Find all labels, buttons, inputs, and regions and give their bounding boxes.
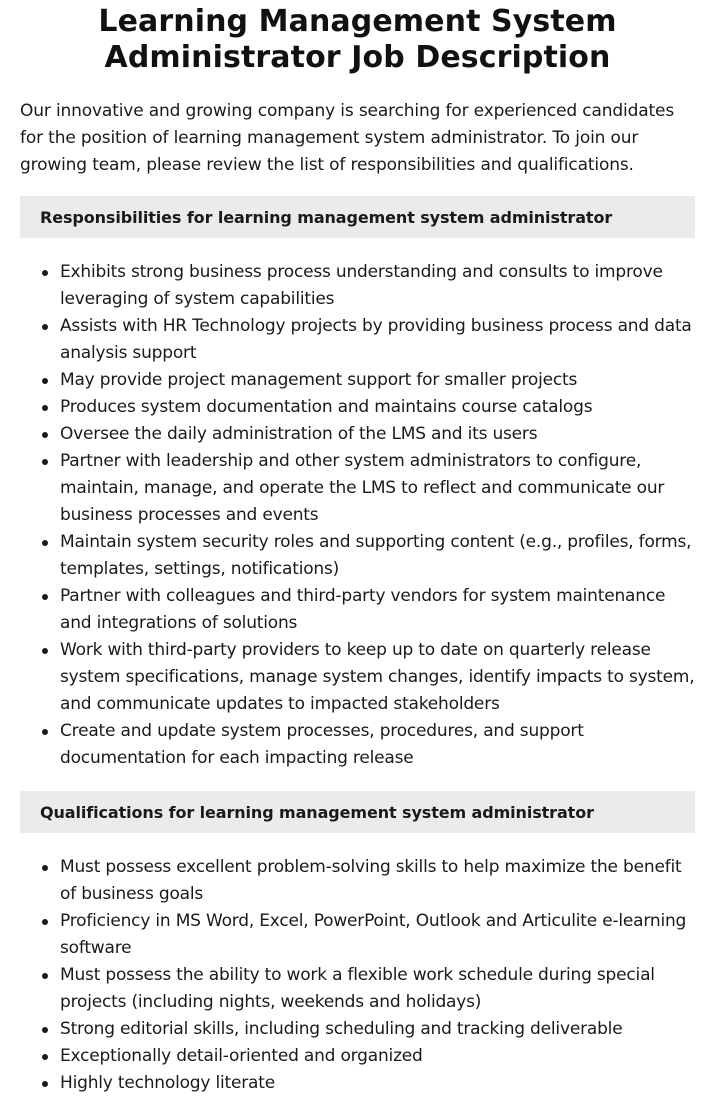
- responsibilities-heading: Responsibilities for learning management system administrator: [20, 196, 695, 238]
- qualifications-list: [20, 854, 695, 1097]
- list-item: Must possess excellent problem-solving skills to help maximize the benefit of business goals: [20, 854, 695, 908]
- qualifications-heading: Qualifications for learning management system administrator: [20, 791, 695, 833]
- job-description-page: [20, 0, 695, 1097]
- list-item: Exceptionally detail-oriented and organized: [20, 1043, 695, 1070]
- list-item: Partner with leadership and other system administrators to configure, maintain, manage, and operate the LMS to reflect and communicate our business processes and events: [20, 448, 695, 529]
- responsibilities-list: [20, 259, 695, 772]
- list-item: Produces system documentation and maintains course catalogs: [20, 394, 695, 421]
- list-item: Create and update system processes, procedures, and support documentation for each impacting release: [20, 718, 695, 772]
- list-item: Exhibits strong business process understanding and consults to improve leveraging of system capabilities: [20, 259, 695, 313]
- list-item: Oversee the daily administration of the LMS and its users: [20, 421, 695, 448]
- page-title: Learning Management System Administrator Job Description: [98, 4, 617, 75]
- intro-paragraph: Our innovative and growing company is searching for experienced candidates for the position of learning management system administrator. To join our growing team, please review the list of responsibilities and qualifications.: [20, 101, 675, 175]
- list-item: Work with third-party providers to keep up to date on quarterly release system specifications, manage system changes, identify impacts to system, and communicate updates to impacted stakeholders: [20, 637, 695, 718]
- list-item: Assists with HR Technology projects by providing business process and data analysis support: [20, 313, 695, 367]
- list-item: Proficiency in MS Word, Excel, PowerPoint, Outlook and Articulite e-learning software: [20, 908, 695, 962]
- list-item: Partner with colleagues and third-party vendors for system maintenance and integrations of solutions: [20, 583, 695, 637]
- list-item: Strong editorial skills, including scheduling and tracking deliverable: [20, 1016, 695, 1043]
- list-item: Maintain system security roles and supporting content (e.g., profiles, forms, templates, settings, notifications): [20, 529, 695, 583]
- list-item: Highly technology literate: [20, 1070, 695, 1097]
- list-item: Must possess the ability to work a flexible work schedule during special projects (including nights, weekends and holidays): [20, 962, 695, 1016]
- list-item: May provide project management support for smaller projects: [20, 367, 695, 394]
